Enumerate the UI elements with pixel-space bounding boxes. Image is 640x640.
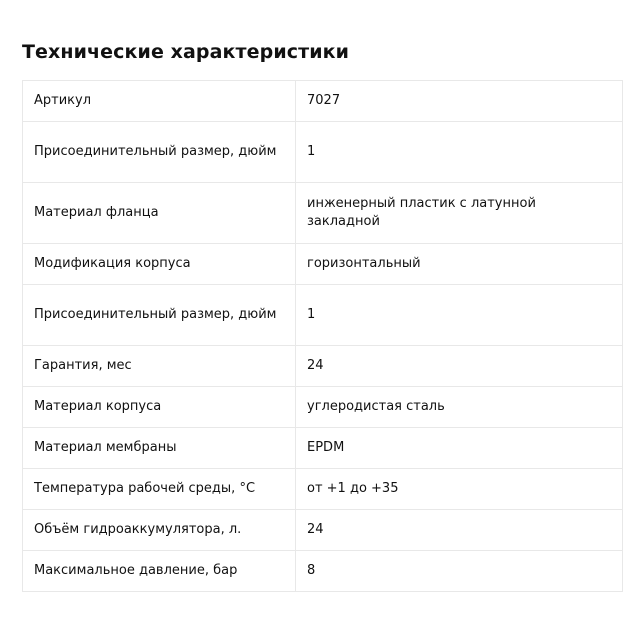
spec-value: 1 (296, 122, 623, 183)
spec-value: 24 (296, 346, 623, 387)
table-row (23, 551, 623, 592)
spec-key: Модификация корпуса (23, 244, 296, 285)
spec-value: инженерный пластик с латунной закладной (296, 183, 623, 244)
spec-key: Максимальное давление, бар (23, 551, 296, 592)
spec-key: Гарантия, мес (23, 346, 296, 387)
table-row (23, 285, 623, 346)
table-row (23, 387, 623, 428)
spec-value: EPDM (296, 428, 623, 469)
table-row (23, 244, 623, 285)
table-row (23, 469, 623, 510)
table-row (23, 510, 623, 551)
spec-value: 7027 (296, 81, 623, 122)
spec-key: Материал мембраны (23, 428, 296, 469)
spec-value: 24 (296, 510, 623, 551)
specs-table (22, 80, 623, 592)
table-row (23, 428, 623, 469)
spec-value: 8 (296, 551, 623, 592)
spec-key: Присоединительный размер, дюйм (23, 122, 296, 183)
table-row (23, 81, 623, 122)
spec-key: Материал фланца (23, 183, 296, 244)
spec-value: от +1 до +35 (296, 469, 623, 510)
table-row (23, 346, 623, 387)
spec-key: Объём гидроаккумулятора, л. (23, 510, 296, 551)
spec-value: углеродистая сталь (296, 387, 623, 428)
spec-value: 1 (296, 285, 623, 346)
section-title: Технические характеристики (22, 41, 350, 63)
spec-key: Артикул (23, 81, 296, 122)
spec-key: Материал корпуса (23, 387, 296, 428)
table-row (23, 183, 623, 244)
spec-key: Температура рабочей среды, °C (23, 469, 296, 510)
spec-key: Присоединительный размер, дюйм (23, 285, 296, 346)
table-row (23, 122, 623, 183)
spec-value: горизонтальный (296, 244, 623, 285)
